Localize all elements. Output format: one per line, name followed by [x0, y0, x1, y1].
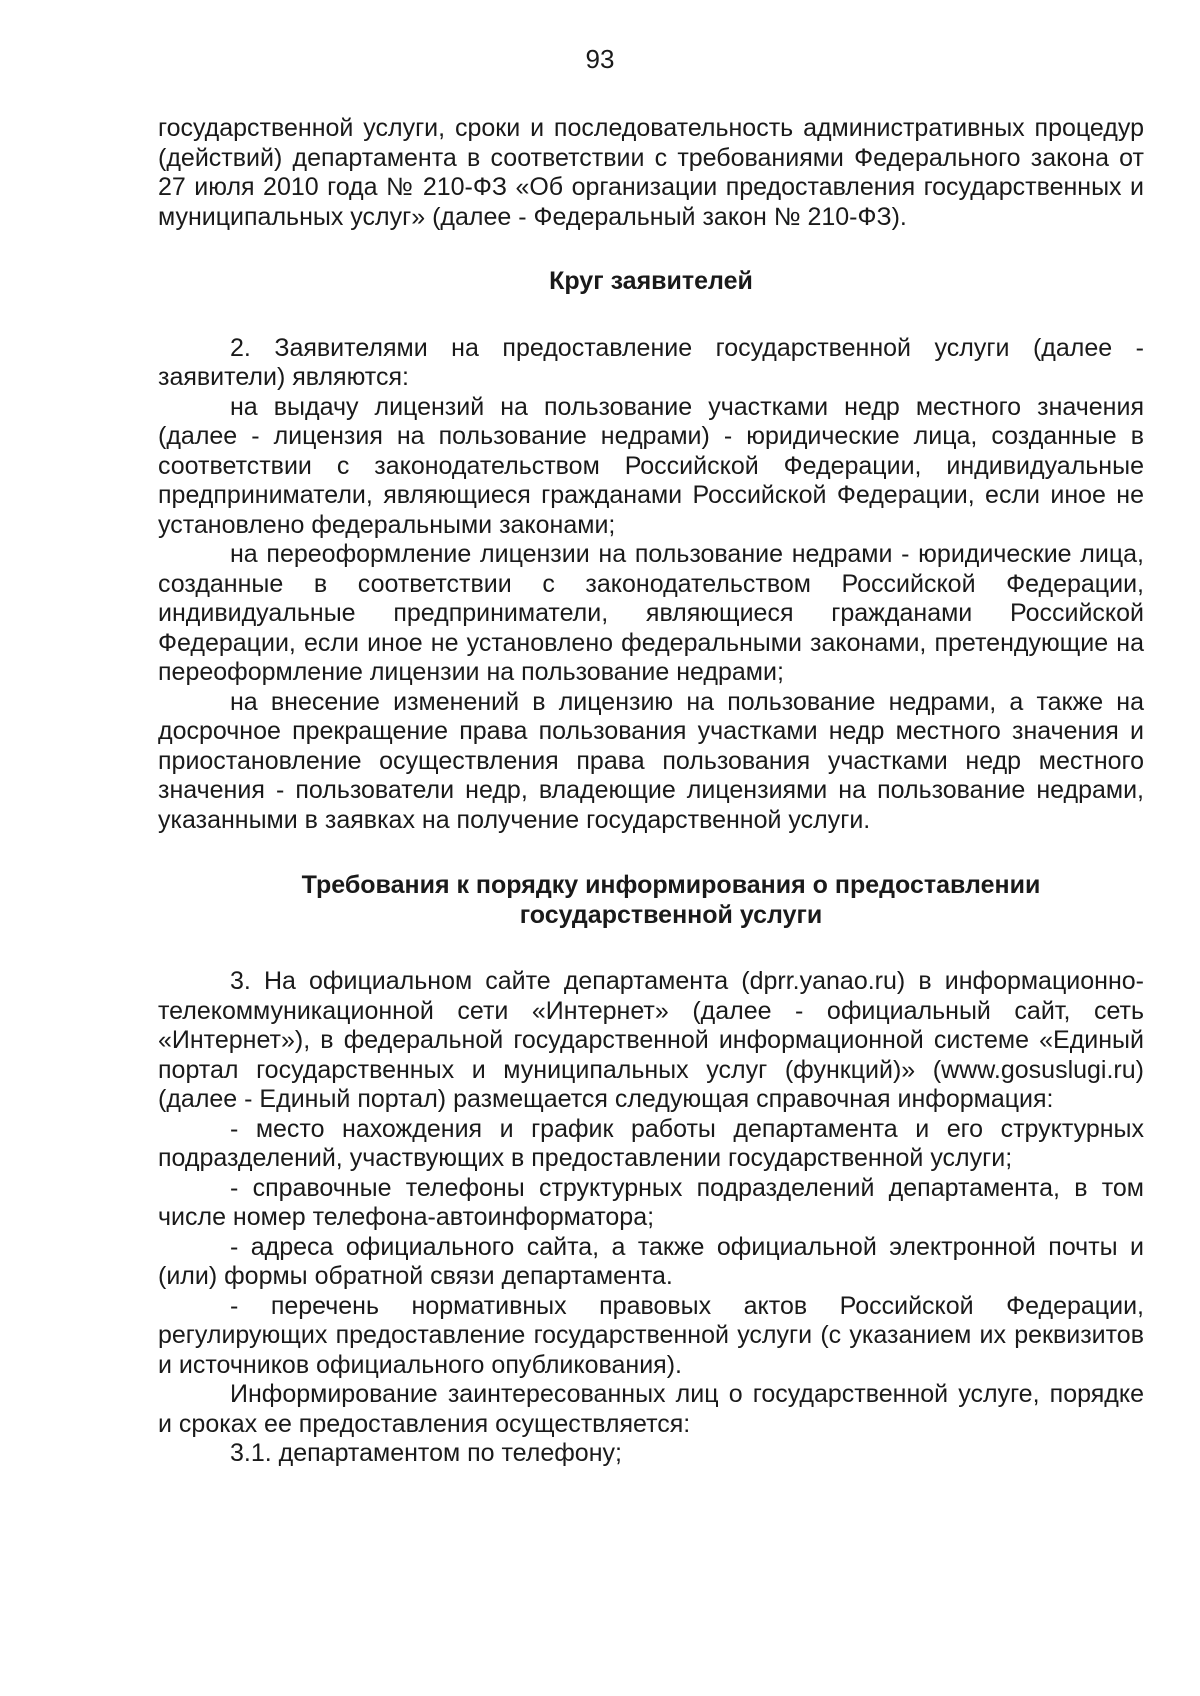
paragraph-license-reissue: на переоформление лицензии на пользование недрами - юридические лица, созданные в соответствии с законодательством Российской Федерации, индивидуальные предприниматели, являющиеся гражданами Российской Федерации, если иное не установлено федеральными законами, претендующие на переоформление лицензии на пользование недрами;	[158, 540, 1144, 686]
list-item-location: - место нахождения и график работы департамента и его структурных подразделений, участвующих в предоставлении государственной услуги;	[158, 1114, 1144, 1172]
paragraph-license-changes: на внесение изменений в лицензию на пользование недрами, а также на досрочное прекращение права пользования участками недр местного значения и приостановление осуществления права пользования участками недр местного значения - пользователи недр, владеющие лицензиями на пользование недрами, указанными в заявках на получение государственной услуги.	[158, 687, 1144, 834]
paragraph-3-1: 3.1. департаментом по телефону;	[230, 1439, 622, 1467]
paragraph-applicants-intro: 2. Заявителями на предоставление государственной услуги (далее - заявители) являются:	[158, 333, 1144, 391]
intro-paragraph: государственной услуги, сроки и последовательность административных процедур (действий) департамента в соответствии с требованиями Федерального закона от 27 июля 2010 года № 210-ФЗ «Об организации предоставления государственных и муниципальных услуг» (далее - Федеральный закон № 210-ФЗ).	[158, 114, 1144, 231]
paragraph-official-site: 3. На официальном сайте департамента (dprr.yanao.ru) в информационно-телекоммуникационной сети «Интернет» (далее - официальный сайт, сеть «Интернет»), в федеральной государственной информационной системе «Единый портал государственных и муниципальных услуг (функций)» (www.gosuslugi.ru) (далее - Единый портал) размещается следующая справочная информация:	[158, 967, 1144, 1113]
section-heading-informing-line2: государственной услуги	[519, 900, 823, 929]
list-item-addresses: - адреса официального сайта, а также официальной электронной почты и (или) формы обратной связи департамента.	[158, 1232, 1144, 1290]
list-item-legal-acts: - перечень нормативных правовых актов Российской Федерации, регулирующих предоставление государственной услуги (с указанием их реквизитов и источников официального опубликования).	[158, 1291, 1144, 1379]
section-heading-informing-line1: Требования к порядку информирования о предоставлении	[301, 871, 1041, 899]
paragraph-informing: Информирование заинтересованных лиц о государственной услуге, порядке и сроках ее предоставления осуществляется:	[158, 1380, 1144, 1438]
paragraph-license-issue: на выдачу лицензий на пользование участками недр местного значения (далее - лицензия на пользование недрами) - юридические лица, созданные в соответствии с законодательством Российской Федерации, индивидуальные предприниматели, являющиеся гражданами Российской Федерации, если иное не установлено федеральными законами;	[158, 392, 1144, 539]
document-body	[158, 114, 1144, 1469]
section-heading-informing	[158, 871, 1144, 930]
page-number: 93	[585, 44, 615, 74]
list-item-phones: - справочные телефоны структурных подразделений департамента, в том числе номер телефона-автоинформатора;	[158, 1173, 1144, 1231]
section-heading-applicants: Круг заявителей	[549, 267, 753, 295]
